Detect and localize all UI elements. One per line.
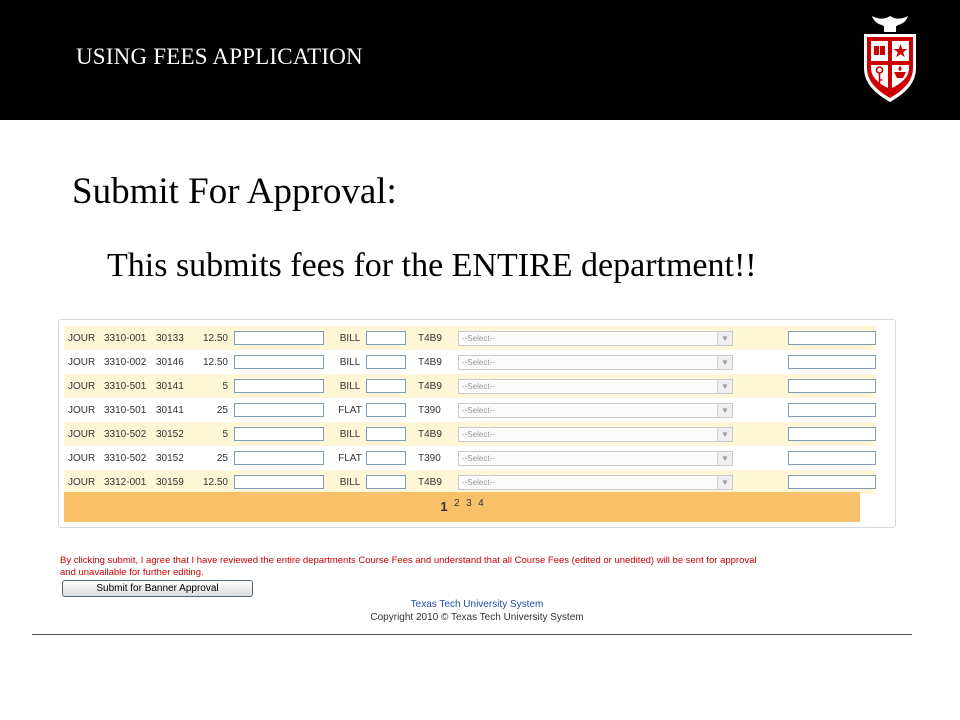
- new-type-input[interactable]: [366, 379, 406, 393]
- chevron-down-icon: ▼: [717, 380, 732, 393]
- detail-code-select[interactable]: --Select-- ▼: [458, 427, 733, 442]
- amount-cell: 25: [192, 398, 234, 422]
- new-amount-input[interactable]: [234, 379, 324, 393]
- page-link-2[interactable]: 2: [454, 498, 460, 509]
- slide-header-title: USING FEES APPLICATION: [76, 44, 363, 69]
- crn-cell: 30141: [156, 374, 192, 398]
- subject-cell: JOUR: [64, 446, 104, 470]
- amount-cell: 12.50: [192, 326, 234, 350]
- new-type-input[interactable]: [366, 403, 406, 417]
- amount-cell: 5: [192, 422, 234, 446]
- fee-type-cell: BILL: [334, 374, 366, 398]
- submit-for-approval-button[interactable]: Submit for Banner Approval: [62, 580, 253, 597]
- chevron-down-icon: ▼: [717, 452, 732, 465]
- comment-input[interactable]: [788, 451, 876, 465]
- course-cell: 3310-001: [104, 326, 156, 350]
- slide-heading: Submit For Approval:: [72, 171, 397, 212]
- fee-type-cell: BILL: [334, 470, 366, 494]
- amount-cell: 12.50: [192, 470, 234, 494]
- comment-input[interactable]: [788, 403, 876, 417]
- detail-code-select[interactable]: --Select-- ▼: [458, 451, 733, 466]
- chevron-down-icon: ▼: [717, 476, 732, 489]
- detail-code-cell: T390: [418, 398, 458, 422]
- new-amount-input[interactable]: [234, 355, 324, 369]
- table-row: [64, 446, 876, 470]
- detail-code-cell: T4B9: [418, 326, 458, 350]
- ttu-shield-logo-icon: [858, 14, 922, 104]
- table-row: [64, 398, 876, 422]
- crn-cell: 30133: [156, 326, 192, 350]
- fee-type-cell: BILL: [334, 326, 366, 350]
- page-current: 1: [440, 499, 448, 514]
- footer-divider: [32, 634, 912, 635]
- detail-code-select[interactable]: --Select-- ▼: [458, 475, 733, 490]
- crn-cell: 30152: [156, 446, 192, 470]
- crn-cell: 30159: [156, 470, 192, 494]
- subject-cell: JOUR: [64, 326, 104, 350]
- chevron-down-icon: ▼: [717, 428, 732, 441]
- course-cell: 3310-502: [104, 422, 156, 446]
- comment-input[interactable]: [788, 331, 876, 345]
- new-type-input[interactable]: [366, 451, 406, 465]
- detail-code-cell: T4B9: [418, 350, 458, 374]
- subject-cell: JOUR: [64, 422, 104, 446]
- chevron-down-icon: ▼: [717, 356, 732, 369]
- detail-code-cell: T4B9: [418, 470, 458, 494]
- new-amount-input[interactable]: [234, 427, 324, 441]
- table-row: [64, 350, 876, 374]
- fee-type-cell: BILL: [334, 350, 366, 374]
- new-type-input[interactable]: [366, 331, 406, 345]
- comment-input[interactable]: [788, 427, 876, 441]
- fee-type-cell: BILL: [334, 422, 366, 446]
- comment-input[interactable]: [788, 475, 876, 489]
- new-type-input[interactable]: [366, 427, 406, 441]
- slide-header-bar: [0, 0, 960, 120]
- chevron-down-icon: ▼: [717, 404, 732, 417]
- crn-cell: 30152: [156, 422, 192, 446]
- course-cell: 3310-501: [104, 398, 156, 422]
- comment-input[interactable]: [788, 379, 876, 393]
- fee-type-cell: FLAT: [334, 446, 366, 470]
- detail-code-cell: T4B9: [418, 374, 458, 398]
- detail-code-cell: T390: [418, 446, 458, 470]
- table-row: [64, 470, 876, 494]
- new-type-input[interactable]: [366, 355, 406, 369]
- subject-cell: JOUR: [64, 374, 104, 398]
- new-type-input[interactable]: [366, 475, 406, 489]
- fee-type-cell: FLAT: [334, 398, 366, 422]
- page-link-4[interactable]: 4: [478, 498, 484, 509]
- comment-input[interactable]: [788, 355, 876, 369]
- submit-agreement-notice: By clicking submit, I agree that I have reviewed the entire departments Course Fees and understand that all Course Fees (edited or unedited) will be sent for approval and unavailable for further editing.: [60, 555, 757, 578]
- footer-system-link[interactable]: Texas Tech University System: [410, 599, 544, 610]
- fees-grid-panel: [58, 319, 896, 528]
- new-amount-input[interactable]: [234, 475, 324, 489]
- crn-cell: 30141: [156, 398, 192, 422]
- fees-table: [64, 326, 876, 494]
- course-cell: 3310-501: [104, 374, 156, 398]
- amount-cell: 5: [192, 374, 234, 398]
- detail-code-cell: T4B9: [418, 422, 458, 446]
- new-amount-input[interactable]: [234, 451, 324, 465]
- slide-subheading: This submits fees for the ENTIRE department!!: [107, 247, 757, 284]
- crn-cell: 30146: [156, 350, 192, 374]
- course-cell: 3310-002: [104, 350, 156, 374]
- detail-code-select[interactable]: --Select-- ▼: [458, 403, 733, 418]
- page-link-3[interactable]: 3: [466, 498, 472, 509]
- course-cell: 3312-001: [104, 470, 156, 494]
- table-row: [64, 374, 876, 398]
- pagination-bar: [64, 492, 860, 522]
- new-amount-input[interactable]: [234, 331, 324, 345]
- detail-code-select[interactable]: --Select-- ▼: [458, 355, 733, 370]
- detail-code-select[interactable]: --Select-- ▼: [458, 331, 733, 346]
- course-cell: 3310-502: [104, 446, 156, 470]
- table-row: [64, 326, 876, 350]
- chevron-down-icon: ▼: [717, 332, 732, 345]
- amount-cell: 12.50: [192, 350, 234, 374]
- subject-cell: JOUR: [64, 398, 104, 422]
- table-row: [64, 422, 876, 446]
- subject-cell: JOUR: [64, 350, 104, 374]
- new-amount-input[interactable]: [234, 403, 324, 417]
- amount-cell: 25: [192, 446, 234, 470]
- footer-copyright: Copyright 2010 © Texas Tech University System: [370, 612, 584, 623]
- subject-cell: JOUR: [64, 470, 104, 494]
- detail-code-select[interactable]: --Select-- ▼: [458, 379, 733, 394]
